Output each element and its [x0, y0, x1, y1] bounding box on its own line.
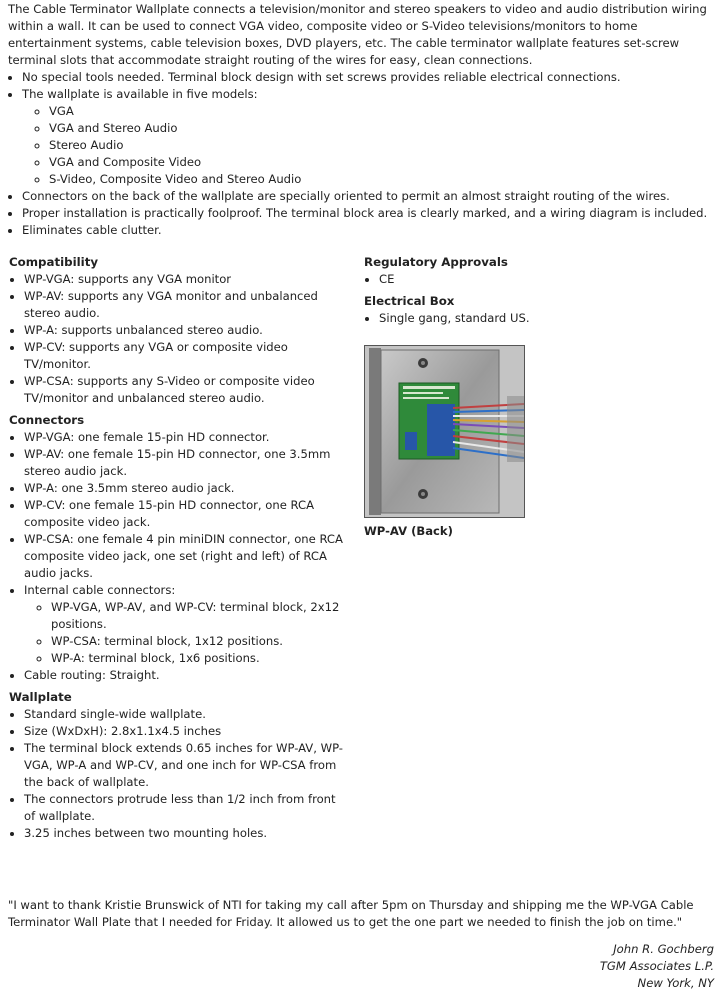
list-item: • Single gang, standard US.	[379, 310, 704, 327]
compatibility-heading: Compatibility	[9, 255, 99, 269]
list-item: ◦ WP-A: terminal block, 1x6 positions.	[51, 650, 349, 667]
wallplate-list	[9, 706, 349, 842]
specs-left-column	[9, 254, 349, 842]
feature-installation: • Proper installation is practically foolproof. The terminal block area is clearly marked, and a wiring diagram is included.	[22, 205, 716, 222]
list-item: • 3.25 inches between two mounting holes.	[24, 825, 349, 842]
testimonial-signature	[600, 941, 714, 992]
list-item: • WP-A: supports unbalanced stereo audio.	[24, 322, 349, 339]
list-item: • WP-CSA: supports any S-Video or composite video TV/monitor and unbalanced stereo audio.	[24, 373, 349, 407]
feature-models-label: The wallplate is available in five models:	[22, 87, 258, 101]
cable-routing: • Cable routing: Straight.	[24, 667, 349, 684]
intro-section	[8, 1, 716, 239]
list-item: • WP-AV: supports any VGA monitor and unbalanced stereo audio.	[24, 288, 349, 322]
feature-clutter: • Eliminates cable clutter.	[22, 222, 716, 239]
list-item: • CE	[379, 271, 704, 288]
list-item: • WP-A: one 3.5mm stereo audio jack.	[24, 480, 349, 497]
models-list	[36, 103, 716, 188]
list-item: • Size (WxDxH): 2.8x1.1x4.5 inches	[24, 723, 349, 740]
list-item: • WP-VGA: supports any VGA monitor	[24, 271, 349, 288]
model-item: ◦ VGA and Composite Video	[49, 154, 716, 171]
list-item: • WP-CV: supports any VGA or composite video TV/monitor.	[24, 339, 349, 373]
list-item: • WP-CSA: one female 4 pin miniDIN connector, one RCA composite video jack, one set (right and left) of RCA audio jacks.	[24, 531, 349, 582]
specs-right-column	[364, 254, 704, 540]
list-item: ◦ WP-VGA, WP-AV, and WP-CV: terminal block, 2x12 positions.	[51, 599, 349, 633]
regulatory-list	[364, 271, 704, 288]
feature-models	[22, 86, 716, 188]
regulatory-heading: Regulatory Approvals	[364, 255, 508, 269]
product-photo	[364, 345, 525, 518]
feature-no-tools: • No special tools needed. Terminal block design with set screws provides reliable electrical connections.	[22, 69, 716, 86]
list-item: ◦ WP-CSA: terminal block, 1x12 positions.	[51, 633, 349, 650]
list-item: • WP-VGA: one female 15-pin HD connector.	[24, 429, 349, 446]
testimonial-quote: "I want to thank Kristie Brunswick of NTI for taking my call after 5pm on Thursday and shipping me the WP-VGA Cable Terminator Wall Plate that I needed for Friday. It allowed us to get the one part we needed to finish the job on time."	[8, 898, 694, 929]
model-item: ◦ VGA and Stereo Audio	[49, 120, 716, 137]
testimonial-name: John R. Gochberg	[613, 942, 714, 956]
compatibility-list	[9, 271, 349, 407]
connectors-heading: Connectors	[9, 413, 85, 427]
list-item: • The terminal block extends 0.65 inches for WP-AV, WP-VGA, WP-A and WP-CV, and one inch for WP-CSA from the back of wallplate.	[24, 740, 349, 791]
list-item: • The connectors protrude less than 1/2 inch from front of wallplate.	[24, 791, 349, 825]
model-item: ◦ Stereo Audio	[49, 137, 716, 154]
wallplate-heading: Wallplate	[9, 690, 72, 704]
model-item: ◦ S-Video, Composite Video and Stereo Audio	[49, 171, 716, 188]
wallplate-back-image	[365, 346, 524, 517]
list-item: • WP-AV: one female 15-pin HD connector, one 3.5mm stereo audio jack.	[24, 446, 349, 480]
intro-paragraph: The Cable Terminator Wallplate connects a television/monitor and stereo speakers to video and audio distribution wiring within a wall. It can be used to connect VGA video, composite video or S-Video televisions/monitors to home entertainment systems, cable television boxes, DVD players, etc. The cable terminator wallplate features set-screw terminal slots that accommodate straight routing of the wires for easy, clean connections.	[8, 2, 707, 67]
internal-connectors-list	[38, 599, 349, 667]
feature-connectors-back: • Connectors on the back of the wallplate are specially oriented to permit an almost straight routing of the wires.	[22, 188, 716, 205]
feature-list	[8, 69, 716, 239]
list-item: • WP-CV: one female 15-pin HD connector, one RCA composite video jack.	[24, 497, 349, 531]
testimonial-location: New York, NY	[637, 976, 714, 990]
model-item: ◦ VGA	[49, 103, 716, 120]
testimonial-company: TGM Associates L.P.	[599, 959, 714, 973]
list-item: • Standard single-wide wallplate.	[24, 706, 349, 723]
photo-caption: WP-AV (Back)	[364, 524, 453, 538]
electrical-box-heading: Electrical Box	[364, 294, 455, 308]
internal-connectors-label: Internal cable connectors:	[24, 583, 176, 597]
electrical-box-list	[364, 310, 704, 327]
internal-connectors	[24, 582, 349, 667]
connectors-list	[9, 429, 349, 684]
